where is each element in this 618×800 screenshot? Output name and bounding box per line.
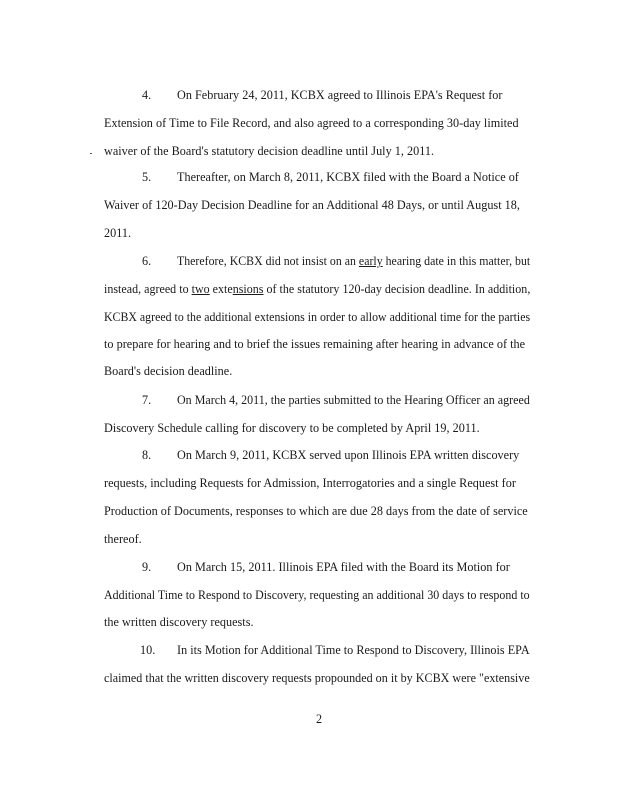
line-text: hearing date in this matter, but <box>382 254 531 268</box>
paragraph-line: On March 4, 2011, the parties submitted to the Hearing Officer an agreed <box>177 393 530 407</box>
paragraph-line: the written discovery requests. <box>104 615 254 629</box>
paragraph-line: Discovery Schedule calling for discovery to be completed by April 19, 2011. <box>104 421 480 435</box>
paragraph-number: 10. <box>140 643 156 657</box>
paragraph-line <box>104 282 530 296</box>
paragraph-line: Waiver of 120-Day Decision Deadline for an Additional 48 Days, or until August 18, <box>104 198 520 212</box>
underlined-word: early <box>358 254 383 268</box>
line-text: exte <box>209 282 233 296</box>
paragraph-number: 6. <box>142 254 152 268</box>
page-number: 2 <box>316 712 323 726</box>
paragraph-line: In its Motion for Additional Time to Respond to Discovery, Illinois EPA <box>177 643 530 657</box>
paragraph-line: requests, including Requests for Admission, Interrogatories and a single Request for <box>104 476 516 490</box>
paragraph-line: waiver of the Board's statutory decision deadline until July 1, 2011. <box>104 144 435 158</box>
line-text: instead, agreed to <box>104 282 192 296</box>
paragraph-line: thereof. <box>104 532 142 546</box>
paragraph-line: On February 24, 2011, KCBX agreed to Illinois EPA's Request for <box>177 88 503 102</box>
paragraph-line: to prepare for hearing and to brief the issues remaining after hearing in advance of the <box>104 337 526 351</box>
paragraph-number: 5. <box>142 170 152 184</box>
paragraph-line: On March 15, 2011. Illinois EPA filed with the Board its Motion for <box>177 560 510 574</box>
paragraph-line: Additional Time to Respond to Discovery, requesting an additional 30 days to respond to <box>104 588 530 602</box>
underlined-word: nsions <box>232 282 264 296</box>
paragraph-line <box>177 254 530 268</box>
paragraph-line: Extension of Time to File Record, and also agreed to a corresponding 30-day limited <box>104 116 519 130</box>
paragraph-number: 8. <box>142 448 152 462</box>
underlined-word: two <box>191 282 210 296</box>
line-text: of the statutory 120-day decision deadline. In addition, <box>263 282 531 296</box>
paragraph-number: 4. <box>142 88 152 102</box>
paragraph-line: 2011. <box>104 226 132 240</box>
paragraph-number: 7. <box>142 393 152 407</box>
paragraph-line: Board's decision deadline. <box>104 364 233 378</box>
paragraph-line: Thereafter, on March 8, 2011, KCBX filed with the Board a Notice of <box>177 170 519 184</box>
paragraph-line: KCBX agreed to the additional extensions in order to allow additional time for the parties <box>104 310 531 324</box>
paragraph-number: 9. <box>142 560 152 574</box>
line-text: Therefore, KCBX did not insist on an <box>177 254 359 268</box>
scan-mark <box>90 153 92 154</box>
paragraph-line: Production of Documents, responses to which are due 28 days from the date of service <box>104 504 528 518</box>
paragraph-line: claimed that the written discovery requests propounded on it by KCBX were "extensive <box>104 671 530 685</box>
paragraph-line: On March 9, 2011, KCBX served upon Illinois EPA written discovery <box>177 448 520 462</box>
